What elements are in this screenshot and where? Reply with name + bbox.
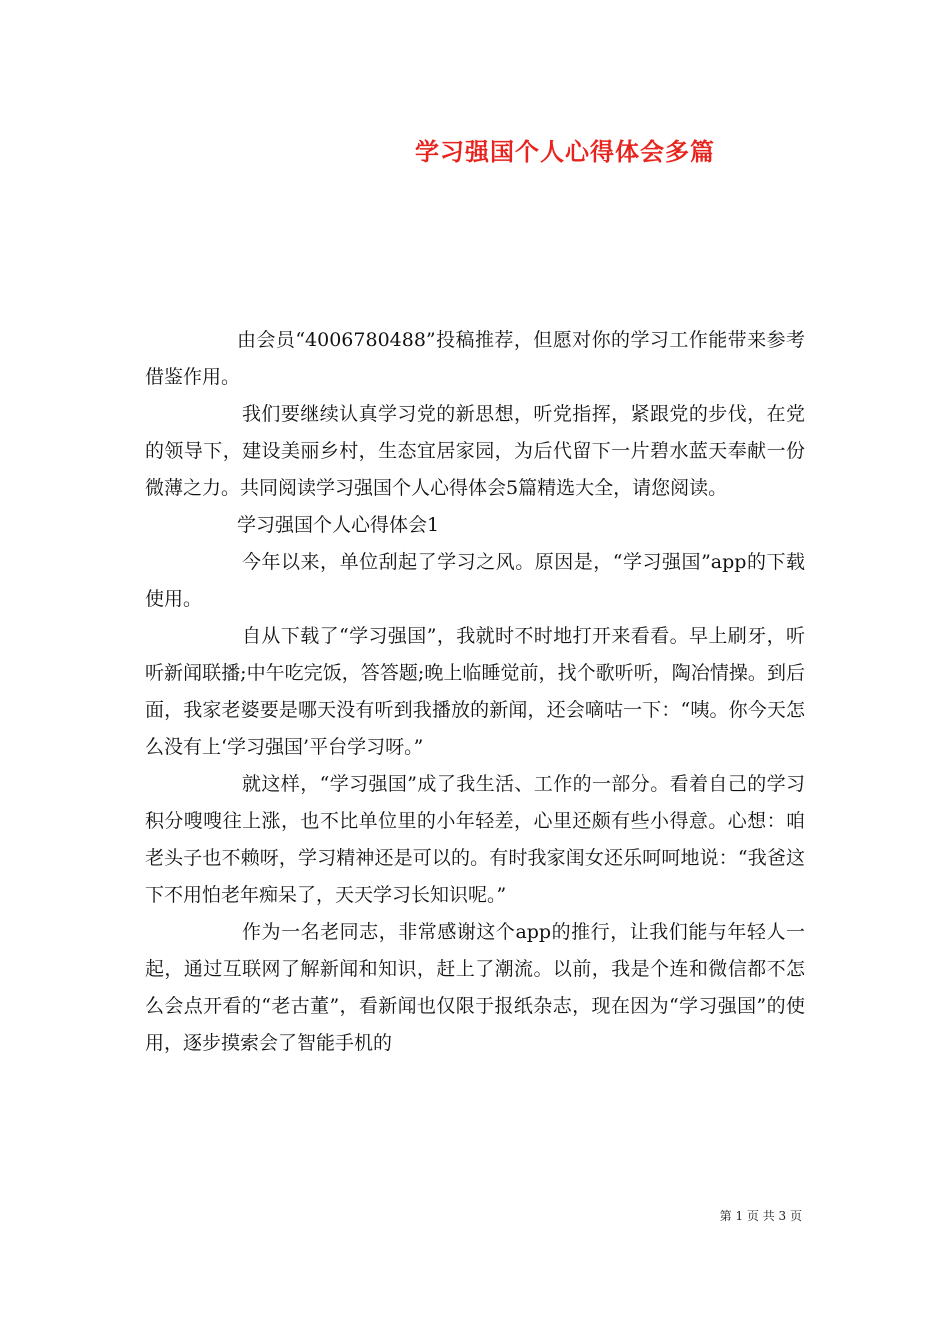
document-title: 学习强国个人心得体会多篇 <box>415 137 715 166</box>
section-heading: 学习强国个人心得体会1 <box>237 514 440 536</box>
paragraph-body: 就这样，“学习强国”成了我生活、工作的一部分。看着自己的学习积分嗖嗖往上涨，也不比单位里的小年轻差，心里还颇有些小得意。心想：咱老头子也不赖呀，学习精神还是可以的。有时我家闺女还乐呵呵地说：“我爸这下不用怕老年痴呆了，天天学习长知识呢。” <box>145 773 805 906</box>
paragraph-intro: 由会员“4006780488”投稿推荐，但愿对你的学习工作能带来参考借鉴作用。 <box>145 329 805 388</box>
paragraph-summary: 我们要继续认真学习党的新思想，听党指挥，紧跟党的步伐，在党的领导下，建设美丽乡村，生态宜居家园，为后代留下一片碧水蓝天奉献一份微薄之力。共同阅读学习强国个人心得体会5篇精选大全，请您阅读。 <box>145 403 805 499</box>
paragraph-body: 作为一名老同志，非常感谢这个app的推行，让我们能与年轻人一起，通过互联网了解新闻和知识，赶上了潮流。以前，我是个连和微信都不怎么会点开看的“老古董”，看新闻也仅限于报纸杂志，现在因为“学习强国”的使用，逐步摸索会了智能手机的 <box>145 921 805 1054</box>
page-number-footer: 第 1 页 共 3 页 <box>719 1209 802 1223</box>
paragraph-body: 自从下载了“学习强国”，我就时不时地打开来看看。早上刷牙，听听新闻联播;中午吃完饭，答答题;晚上临睡觉前，找个歌听听，陶冶情操。到后面，我家老婆要是哪天没有听到我播放的新闻，还会嘀咕一下：“咦。你今天怎么没有上‘学习强国’平台学习呀。” <box>145 625 805 758</box>
document-body <box>145 322 805 1062</box>
paragraph-body: 今年以来，单位刮起了学习之风。原因是，“学习强国”app的下载使用。 <box>145 551 805 610</box>
